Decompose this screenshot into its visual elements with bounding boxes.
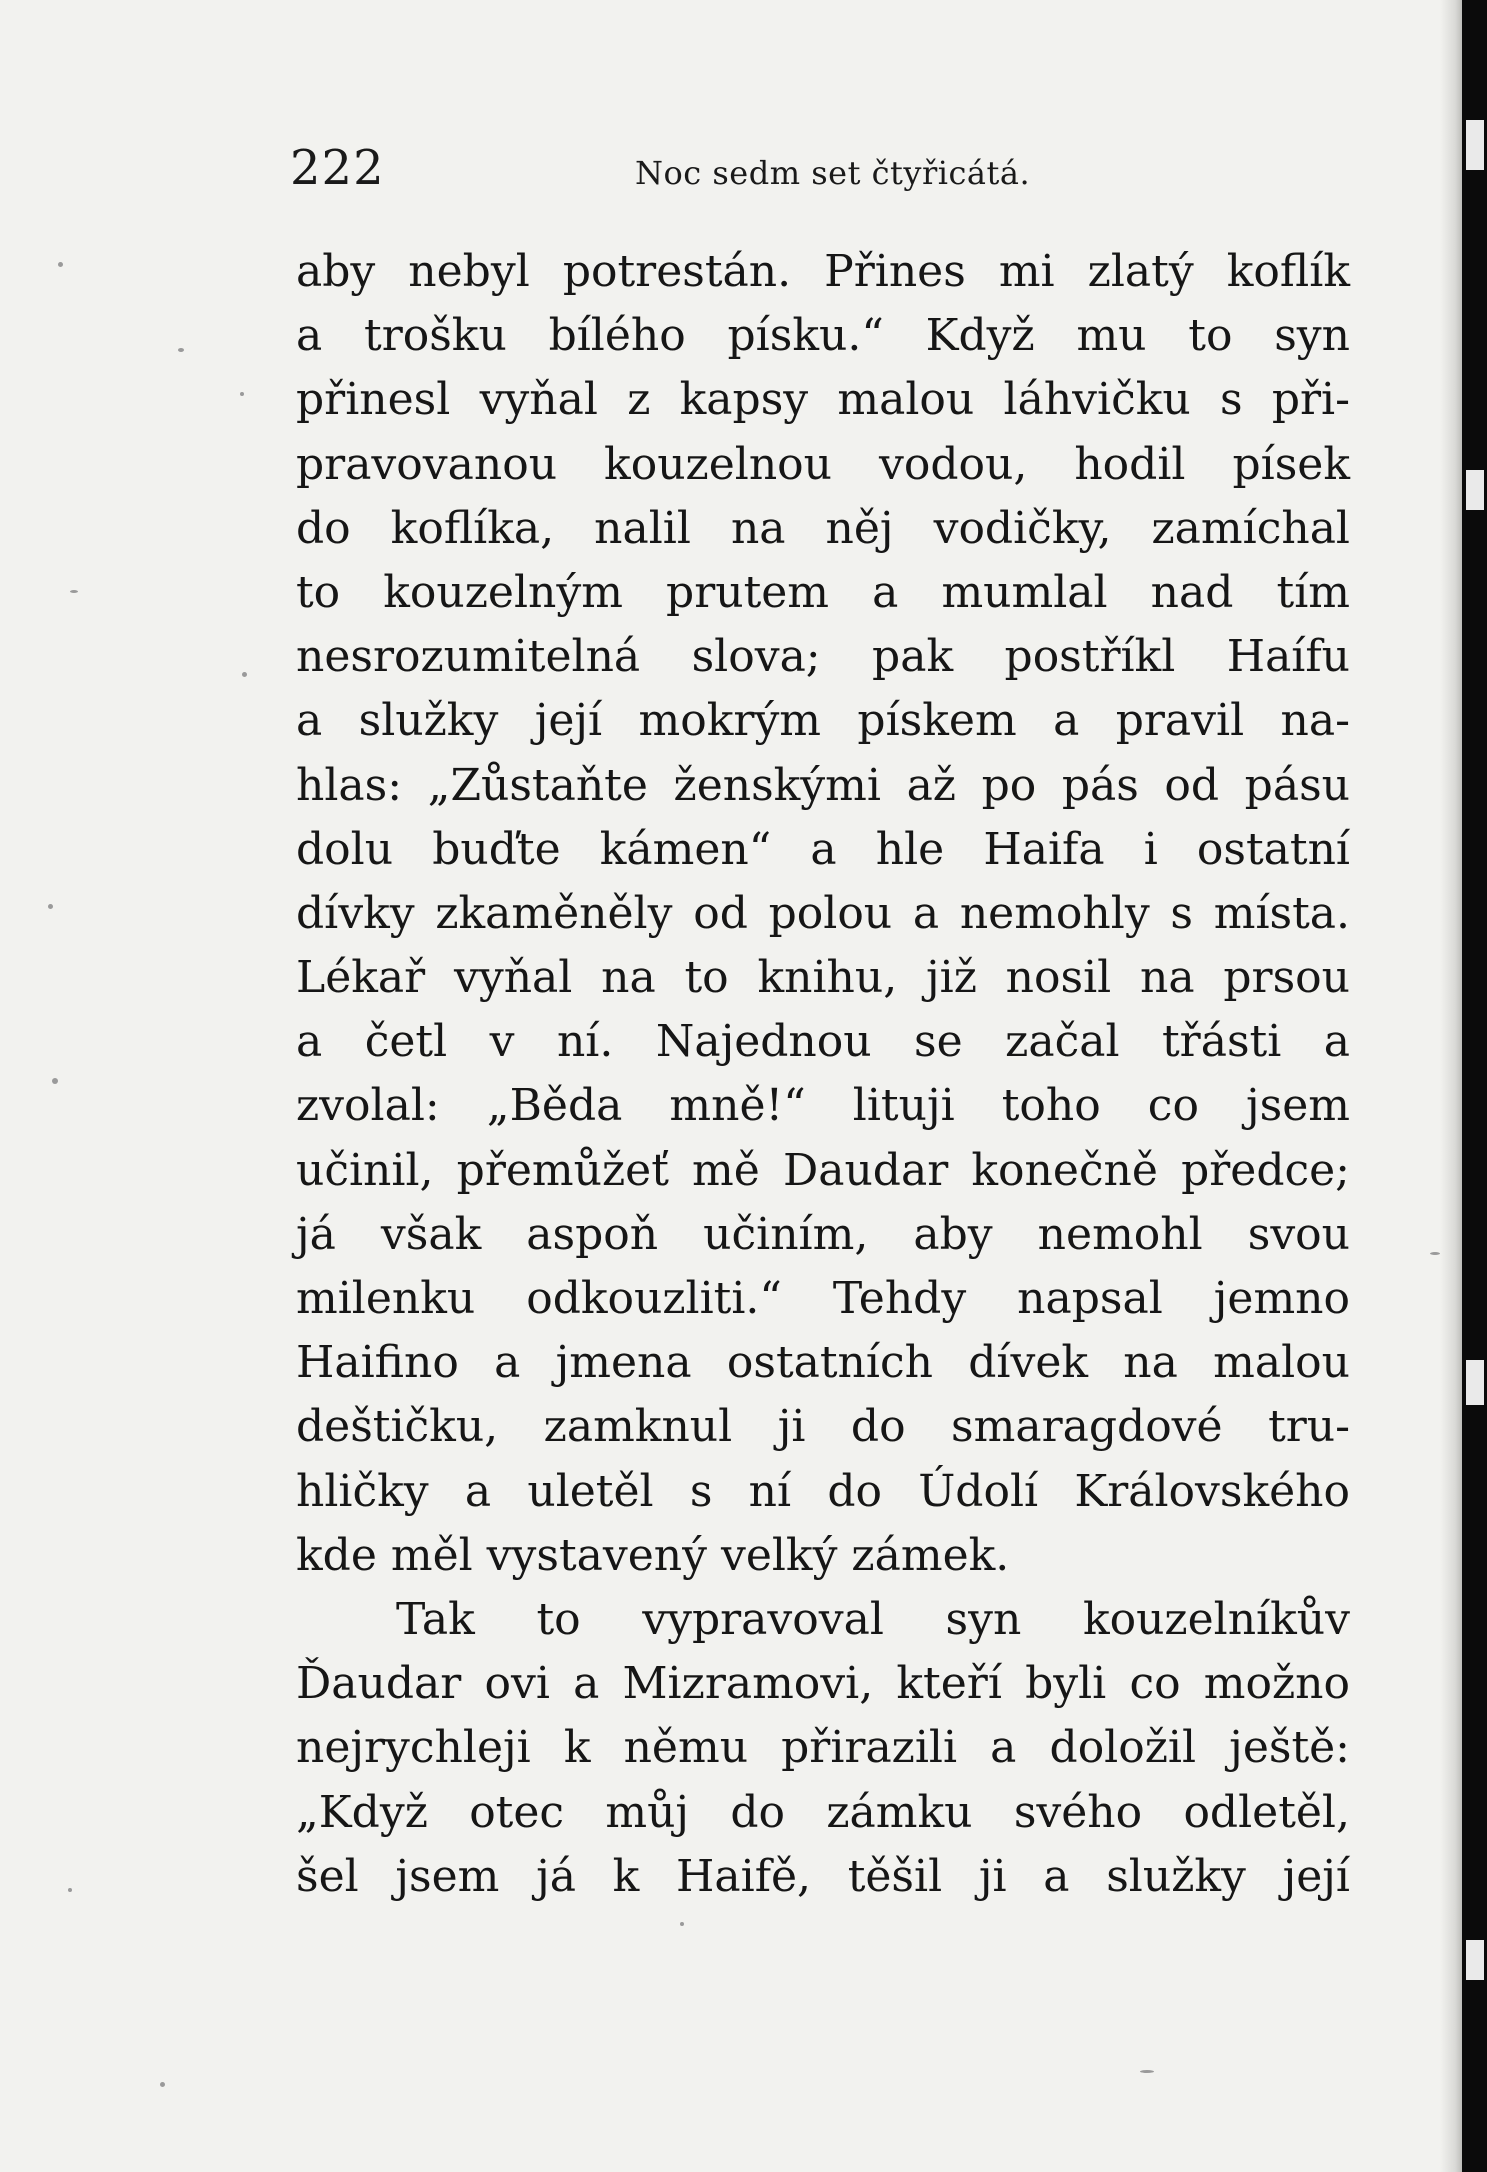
text-line: a trošku bílého písku.“ Když mu to syn <box>296 310 1350 362</box>
paragraph-2 <box>296 1588 1350 1909</box>
page-header <box>290 140 1350 210</box>
paper-speck <box>68 1888 72 1892</box>
page-spine-edge <box>1462 0 1487 2172</box>
text-line: zvolal: „Běda mně!“ lituji toho co jsem <box>296 1080 1350 1132</box>
text-line: deštičku, zamknul ji do smaragdové tru- <box>296 1401 1350 1453</box>
text-line: Tak to vypravoval syn kouzelníkův <box>396 1593 1350 1645</box>
text-line: hličky a uletěl s ní do Údolí Královského <box>296 1465 1350 1517</box>
paper-speck <box>1140 2070 1154 2073</box>
paper-speck <box>48 904 53 909</box>
paragraph-1 <box>296 240 1350 1588</box>
text-line: „Když otec můj do zámku svého odletěl, <box>296 1786 1350 1838</box>
spine-mark <box>1466 470 1484 510</box>
paper-speck <box>242 672 247 677</box>
text-line: kde měl vystavený velký zámek. <box>296 1529 1010 1581</box>
paper-speck <box>240 392 244 396</box>
text-line: pravovanou kouzelnou vodou, hodil písek <box>296 438 1350 490</box>
spine-mark <box>1466 120 1484 170</box>
text-line: nesrozumitelná slova; pak postříkl Haífu <box>296 631 1350 683</box>
text-line: to kouzelným prutem a mumlal nad tím <box>296 566 1350 618</box>
page-edge-shadow <box>1440 0 1462 2172</box>
text-line: přinesl vyňal z kapsy malou láhvičku s při- <box>296 374 1350 426</box>
text-line: dívky zkaměněly od polou a nemohly s místa. <box>296 887 1350 939</box>
paper-speck <box>178 348 184 352</box>
text-line: milenku odkouzliti.“ Tehdy napsal jemno <box>296 1273 1350 1324</box>
text-line: a služky její mokrým pískem a pravil na- <box>296 695 1350 747</box>
paper-speck <box>52 1078 58 1084</box>
paper-speck <box>58 262 63 267</box>
paper-speck <box>680 1922 684 1926</box>
text-line: aby nebyl potrestán. Přines mi zlatý koflík <box>296 246 1350 297</box>
text-line: dolu buďte kámen“ a hle Haifa i ostatní <box>296 823 1350 875</box>
text-line: Lékař vyňal na to knihu, již nosil na prsou <box>296 952 1350 1004</box>
text-line: nejrychleji k němu přirazili a doložil ještě: <box>296 1722 1350 1774</box>
paper-speck <box>70 590 78 593</box>
text-line: a četl v ní. Najednou se začal třásti a <box>296 1016 1350 1068</box>
text-line: do koflíka, nalil na něj vodičky, zamíchal <box>296 502 1350 554</box>
text-line: učinil, přemůžeť mě Daudar konečně předce; <box>296 1144 1350 1196</box>
spine-mark <box>1466 1940 1484 1980</box>
paper-speck <box>160 2082 165 2087</box>
page-number: 222 <box>290 140 385 196</box>
text-line: já však aspoň učiním, aby nemohl svou <box>296 1208 1350 1260</box>
spine-mark <box>1466 1360 1484 1405</box>
text-line: hlas: „Zůstaňte ženskými až po pás od pásu <box>296 759 1350 811</box>
running-head: Noc sedm set čtyřicátá. <box>635 154 1031 192</box>
body-text <box>296 240 1350 1909</box>
text-line: šel jsem já k Haifě, těšil ji a služky její <box>296 1850 1350 1902</box>
paper-speck <box>1430 1252 1440 1255</box>
text-line: Haifino a jmena ostatních dívek na malou <box>296 1337 1350 1389</box>
text-line: Ďaudar ovi a Mizramovi, kteří byli co možno <box>296 1658 1350 1710</box>
